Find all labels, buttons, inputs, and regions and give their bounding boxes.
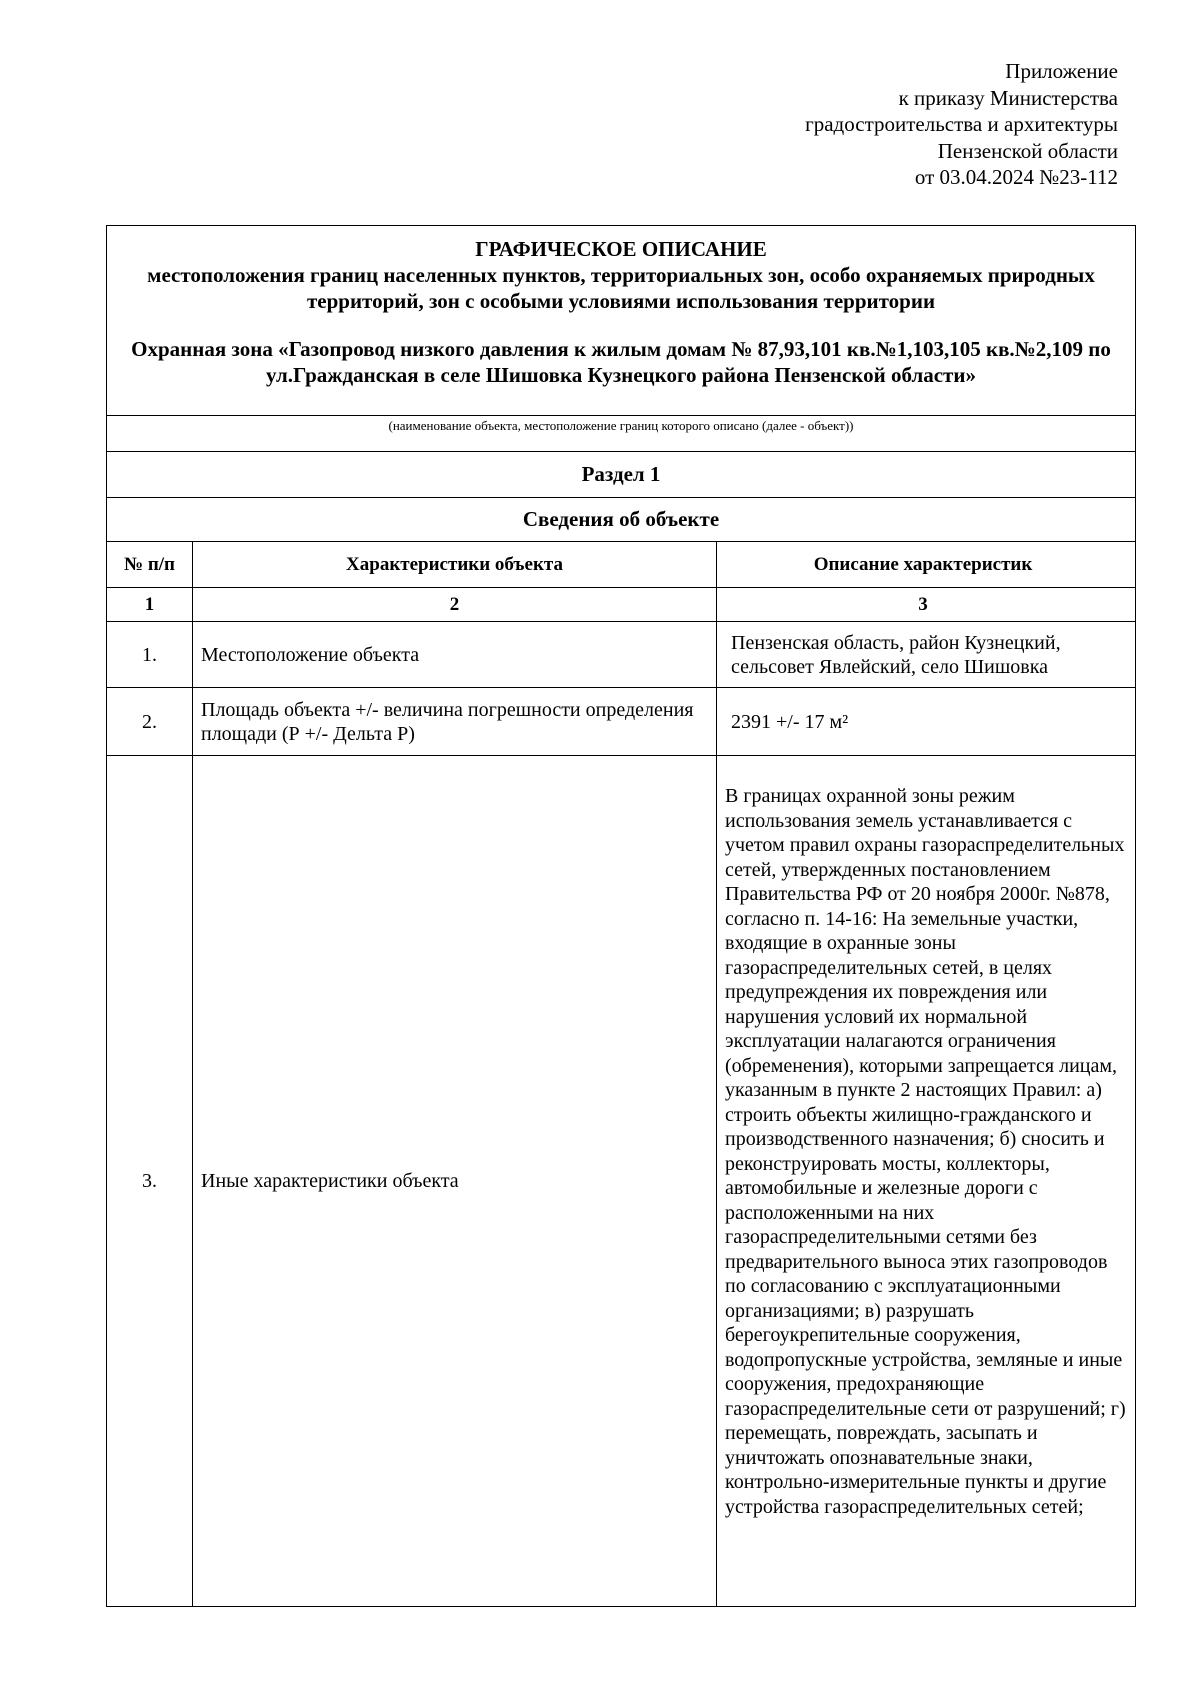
approval-line: к приказу Министерства xyxy=(898,85,1118,110)
document-subtitle: местоположения границ населенных пунктов, территориальных зон, особо охраняемых природных территорий, зон с особыми условиями использования территории xyxy=(147,263,1095,313)
approval-date: от 03.04.2024 №23-112 xyxy=(914,165,1118,189)
row-value-text: Пензенская область, район Кузнецкий, сельсовет Явлейский, село Шишовка xyxy=(731,631,1061,678)
column-number: 1 xyxy=(107,588,193,621)
row-value xyxy=(717,688,1135,755)
column-header-name: Характеристики объекта xyxy=(193,542,717,587)
approval-line: градостроительства и архитектуры xyxy=(805,112,1118,136)
row-number: 1. xyxy=(107,622,193,687)
document-frame xyxy=(106,225,1136,1607)
section-title: Раздел 1 xyxy=(107,452,1135,498)
column-header-num: № п/п xyxy=(107,542,193,587)
object-name: Охранная зона «Газопровод низкого давления к жилым домам № 87,93,101 кв.№1,103,105 кв.№2,109 по ул.Гражданская в селе Шишовка Кузнецкого района Пензенской области» xyxy=(131,337,1111,387)
table-row xyxy=(107,756,1135,1606)
row-name: Местоположение объекта xyxy=(193,622,717,687)
row-value-text: 2391 +/- 17 м² xyxy=(731,710,849,733)
table-row xyxy=(107,688,1135,756)
section-subtitle: Сведения об объекте xyxy=(107,498,1135,542)
approval-line: Пензенской области xyxy=(937,138,1118,163)
column-header-value: Описание характеристик xyxy=(813,553,1033,575)
row-name: Иные характеристики объекта xyxy=(193,756,717,1606)
approval-block xyxy=(698,58,1118,191)
approval-line: Приложение xyxy=(1005,59,1118,83)
column-number: 3 xyxy=(918,593,928,615)
title-block xyxy=(107,226,1135,416)
row-number: 3. xyxy=(107,756,193,1606)
column-number: 2 xyxy=(193,588,717,621)
table-row xyxy=(107,622,1135,688)
row-number: 2. xyxy=(107,688,193,755)
document-title: ГРАФИЧЕСКОЕ ОПИСАНИЕ xyxy=(475,237,767,261)
object-caption: (наименование объекта, местоположение границ которого описано (далее - объект)) xyxy=(107,416,1135,452)
row-value: В границах охранной зоны режим использования земель устанавливается с учетом правил охраны газораспределительных сетей, утвержденных постановлением Правительства РФ от 20 ноября 2000г. №878, согласно п. 14-16: На земельные участки, входящие в охранные зоны газораспределительных сетей, в целях предупреждения их повреждения или нарушения условий их нормальной эксплуатации налагаются ограничения (обременения), которыми запрещается лицам, указанным в пункте 2 настоящих Правил: а) строить объекты жилищно-гражданского и производственного назначения; б) сносить и реконструировать мосты, коллекторы, автомобильные и железные дороги с расположенными на них газораспределительными сетями без предварительного выноса этих газопроводов по согласованию с эксплуатационными организациями; в) разрушать берегоукрепительные сооружения, водопропускные устройства, земляные и иные сооружения, предохраняющие газораспределительные сети от разрушений; г) перемещать, повреждать, засыпать и уничтожать опознавательные знаки, контрольно-измерительные пункты и другие устройства газораспределительных сетей; xyxy=(725,785,1126,1518)
table-column-numbers-row xyxy=(107,588,1135,622)
table-header-row xyxy=(107,542,1135,588)
row-value xyxy=(717,622,1135,687)
row-name: Площадь объекта +/- величина погрешности определения площади (Р +/- Дельта Р) xyxy=(193,688,717,755)
